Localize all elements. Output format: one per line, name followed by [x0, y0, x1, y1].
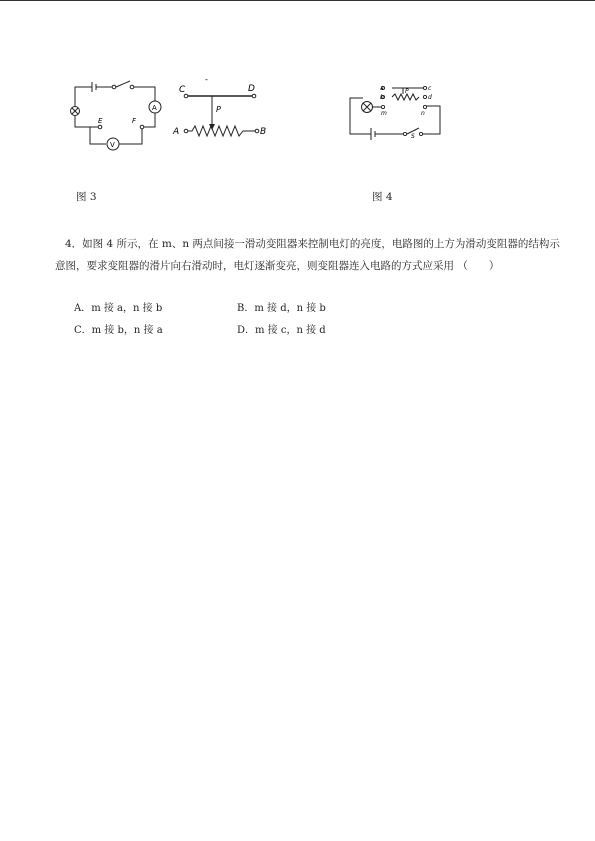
- fig3-voltmeter-label: V: [110, 141, 115, 149]
- fig4-label-n: n: [421, 110, 425, 117]
- figure-4-caption: 图 4: [372, 191, 393, 203]
- top-rule: [0, 0, 595, 1]
- option-c: C．m 接 b，n 接 a: [74, 325, 163, 336]
- option-a: A．m 接 a，n 接 b: [74, 303, 163, 314]
- option-d: D．m 接 c，n 接 d: [237, 325, 326, 336]
- fig3-label-b: B: [260, 127, 267, 137]
- fig3-ammeter-label: A: [152, 104, 157, 112]
- fig4-label-a: a: [380, 85, 384, 92]
- question-4-text: 4．如图 4 所示，在 m、n 两点间接一滑动变阻器来控制电灯的亮度，电路图的上方为滑动变阻器的结构示意图，要求变阻器的滑片向右滑动时，电灯逐渐变亮，则变阻器连入电路的方式应采用 （ ）: [55, 238, 560, 272]
- fig4-label-c: c: [428, 85, 432, 92]
- figure-4-circuit: [345, 80, 455, 140]
- figure-3-circuit: [62, 76, 277, 156]
- fig4-label-s: S: [411, 133, 415, 140]
- figure-3-caption: 图 3: [76, 191, 97, 203]
- fig4-label-m: m: [381, 110, 387, 117]
- question-4: [55, 233, 565, 277]
- fig4-label-b: b: [380, 94, 384, 101]
- fig3-label-f: F: [132, 117, 137, 125]
- fig3-label-d: D: [248, 84, 255, 94]
- fig3-minus: -: [205, 76, 208, 84]
- figure-3-svg: [62, 76, 277, 156]
- fig3-label-a: A: [173, 127, 180, 137]
- fig4-label-p: P: [405, 88, 409, 95]
- fig3-label-e: E: [98, 117, 103, 125]
- fig3-label-p: P: [216, 105, 221, 114]
- fig3-label-c: C: [179, 85, 186, 95]
- figure-4-svg: [345, 80, 455, 140]
- option-b: B．m 接 d，n 接 b: [237, 303, 326, 314]
- fig4-label-d: d: [428, 94, 432, 101]
